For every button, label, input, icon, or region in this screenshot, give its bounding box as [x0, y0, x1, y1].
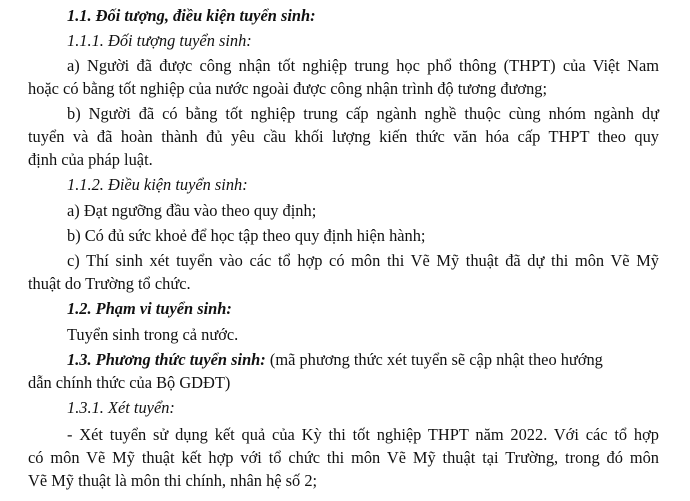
paragraph-a1-line-1: a) Người đã được công nhận tốt nghiệp trung học phổ thông (THPT) của Việt Nam: [67, 56, 659, 75]
paragraph-xet-tuyen-line-2: có môn Vẽ Mỹ thuật kết hợp với tổ chức thi môn Vẽ Mỹ thuật tại Trường, trong đó môn: [28, 448, 659, 467]
paragraph-b1-line-3: định của pháp luật.: [28, 150, 153, 169]
paragraph-xet-tuyen-line-3: Vẽ Mỹ thuật là môn thi chính, nhân hệ số 2;: [28, 471, 318, 490]
heading-1-1: 1.1. Đối tượng, điều kiện tuyển sinh:: [67, 6, 316, 25]
heading-1-3-note-line-2: dẫn chính thức của Bộ GDĐT): [28, 373, 231, 392]
paragraph-b1-line-2: tuyển và đã hoàn thành đủ yêu cầu khối lượng kiến thức văn hóa cấp THPT theo quy: [28, 127, 659, 146]
heading-1-1-1: 1.1.1. Đối tượng tuyển sinh:: [67, 31, 252, 50]
paragraph-a1-line-2: hoặc có bằng tốt nghiệp của nước ngoài được công nhận trình độ tương đương;: [28, 79, 548, 98]
paragraph-b2: b) Có đủ sức khoẻ để học tập theo quy định hiện hành;: [67, 226, 426, 245]
paragraph-c2-line-2: thuật do Trường tổ chức.: [28, 274, 191, 293]
paragraph-xet-tuyen-line-1: - Xét tuyển sử dụng kết quả của Kỳ thi tốt nghiệp THPT năm 2022. Với các tổ hợp: [67, 425, 659, 444]
paragraph-b1-line-1: b) Người đã có bằng tốt nghiệp trung cấp ngành nghề thuộc cùng nhóm ngành dự: [67, 104, 659, 123]
heading-1-1-2: 1.1.2. Điều kiện tuyển sinh:: [67, 175, 248, 194]
heading-1-3: 1.3. Phương thức tuyển sinh:: [67, 350, 266, 369]
paragraph-a2: a) Đạt ngưỡng đầu vào theo quy định;: [67, 201, 317, 220]
heading-1-2: 1.2. Phạm vi tuyển sinh:: [67, 299, 232, 318]
heading-1-3-line-1: [67, 350, 659, 370]
heading-1-3-note: (mã phương thức xét tuyển sẽ cập nhật theo hướng: [265, 350, 603, 369]
paragraph-c2-line-1: c) Thí sinh xét tuyển vào các tổ hợp có môn thi Vẽ Mỹ thuật đã dự thi môn Vẽ Mỹ: [67, 251, 659, 270]
paragraph-scope: Tuyển sinh trong cả nước.: [67, 325, 239, 344]
heading-1-3-1: 1.3.1. Xét tuyển:: [67, 398, 175, 417]
